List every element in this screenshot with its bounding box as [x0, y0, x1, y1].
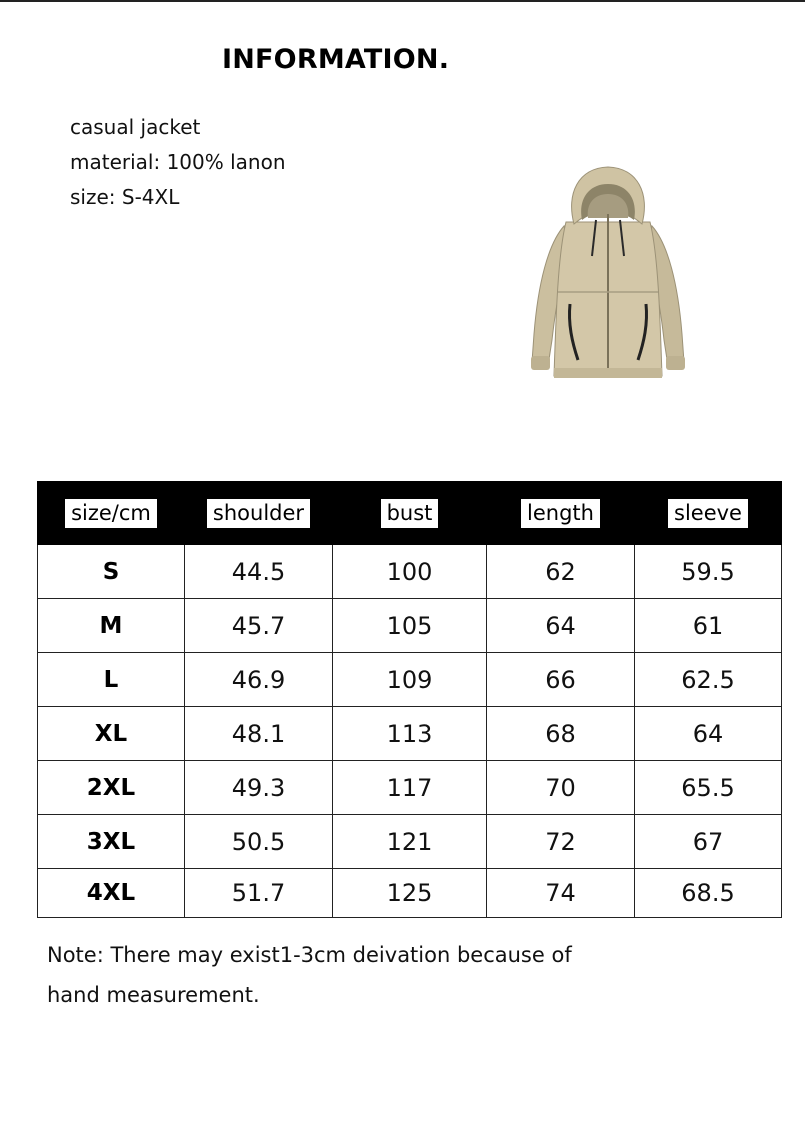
table-row: [38, 707, 782, 761]
cell-bust: 105: [333, 599, 487, 653]
cell-sleeve: 61: [635, 599, 782, 653]
header-sleeve: sleeve: [635, 482, 782, 545]
cell-size: 4XL: [38, 869, 185, 918]
cell-shoulder: 45.7: [185, 599, 333, 653]
cell-size: L: [38, 653, 185, 707]
header-bust: bust: [333, 482, 487, 545]
info-line-material: material: 100% lanon: [70, 150, 286, 174]
cell-bust: 113: [333, 707, 487, 761]
cell-bust: 121: [333, 815, 487, 869]
cell-shoulder: 46.9: [185, 653, 333, 707]
cell-length: 68: [487, 707, 635, 761]
cell-sleeve: 64: [635, 707, 782, 761]
table-row: [38, 869, 782, 918]
info-line-type: casual jacket: [70, 115, 201, 139]
cell-bust: 125: [333, 869, 487, 918]
measurement-note: Note: There may exist1-3cm deivation because of hand measurement.: [47, 943, 572, 1007]
table-row: [38, 545, 782, 599]
cell-shoulder: 50.5: [185, 815, 333, 869]
info-line-size: size: S-4XL: [70, 185, 180, 209]
cell-bust: 109: [333, 653, 487, 707]
product-info: [70, 110, 286, 215]
cell-shoulder: 44.5: [185, 545, 333, 599]
cell-sleeve: 68.5: [635, 869, 782, 918]
cell-sleeve: 62.5: [635, 653, 782, 707]
table-row: [38, 761, 782, 815]
cell-shoulder: 48.1: [185, 707, 333, 761]
cell-shoulder: 51.7: [185, 869, 333, 918]
header-size: size/cm: [38, 482, 185, 545]
cell-length: 66: [487, 653, 635, 707]
table-row: [38, 815, 782, 869]
cell-bust: 100: [333, 545, 487, 599]
header-length: length: [487, 482, 635, 545]
cell-size: M: [38, 599, 185, 653]
table-row: [38, 653, 782, 707]
header-shoulder: shoulder: [185, 482, 333, 545]
table-header-row: [38, 482, 782, 545]
table-row: [38, 599, 782, 653]
cell-length: 72: [487, 815, 635, 869]
page-title: INFORMATION.: [222, 44, 450, 75]
cell-shoulder: 49.3: [185, 761, 333, 815]
cell-length: 62: [487, 545, 635, 599]
cell-sleeve: 67: [635, 815, 782, 869]
cell-bust: 117: [333, 761, 487, 815]
cell-size: 3XL: [38, 815, 185, 869]
size-chart-table: [37, 481, 782, 918]
cell-sleeve: 59.5: [635, 545, 782, 599]
cell-length: 64: [487, 599, 635, 653]
cell-size: XL: [38, 707, 185, 761]
cell-length: 74: [487, 869, 635, 918]
cell-length: 70: [487, 761, 635, 815]
cell-size: 2XL: [38, 761, 185, 815]
top-rule: [0, 0, 805, 2]
jacket-icon: [526, 164, 690, 384]
cell-size: S: [38, 545, 185, 599]
cell-sleeve: 65.5: [635, 761, 782, 815]
